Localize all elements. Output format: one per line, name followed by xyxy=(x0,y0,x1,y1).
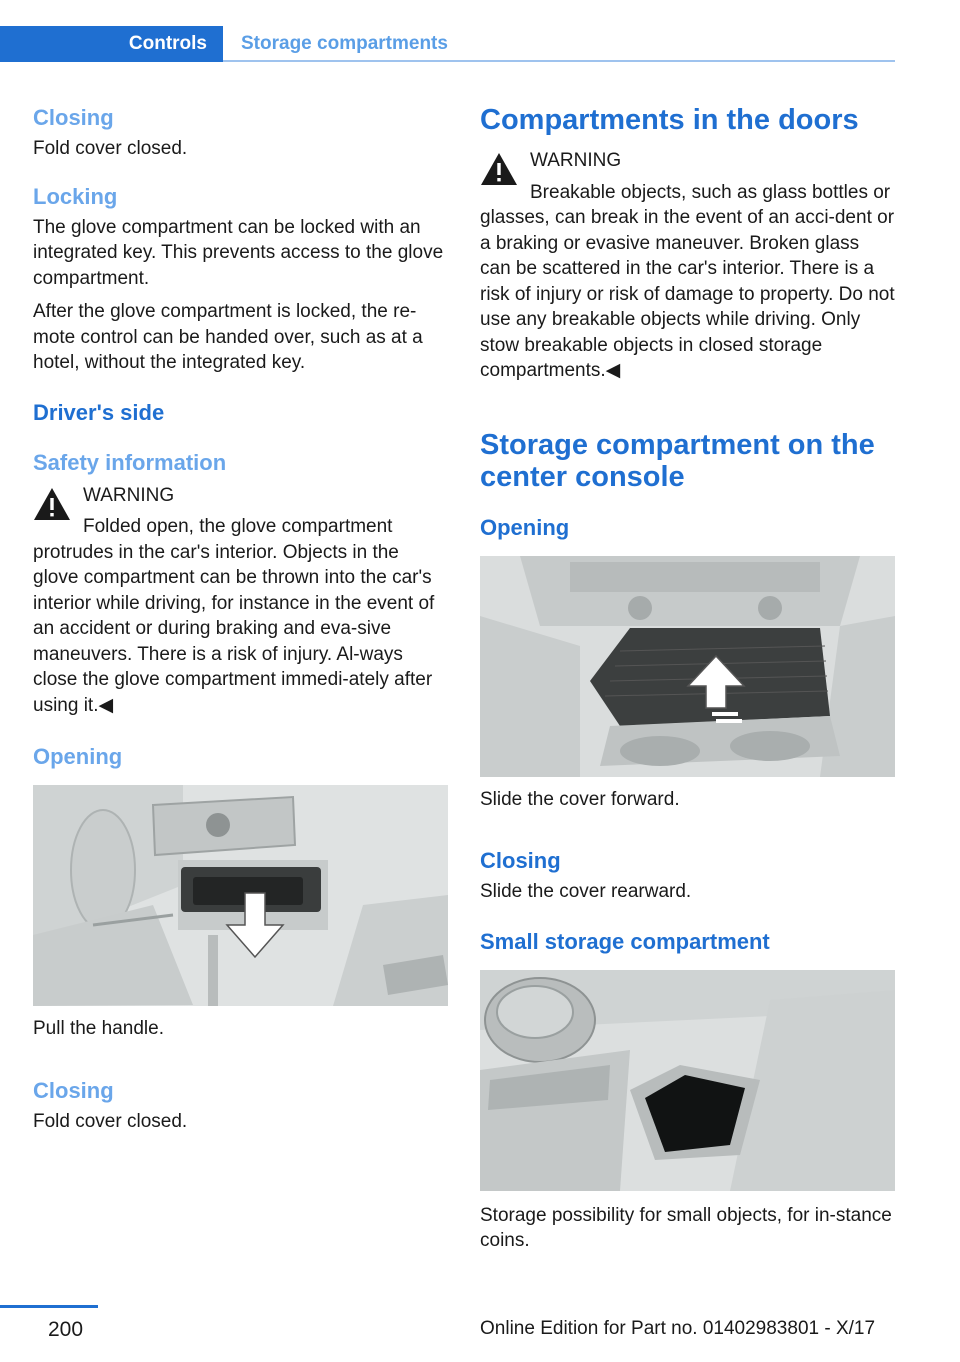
glove-compartment-illustration xyxy=(33,785,448,1006)
opening-heading: Opening xyxy=(33,744,123,769)
page-header xyxy=(0,26,895,62)
header-divider xyxy=(223,60,895,62)
center-console-illustration xyxy=(480,556,895,777)
subsection-title: Storage compartments xyxy=(241,33,448,54)
page-number: 200 xyxy=(48,1318,84,1341)
doors-heading: Compartments in the doors xyxy=(480,104,859,136)
opening-caption: Slide the cover forward. xyxy=(480,788,680,810)
small-compartment-caption: Storage possibility for small objects, for in‐stance coins. xyxy=(480,1204,892,1251)
closing-text: Slide the cover rearward. xyxy=(480,881,692,902)
edition-note: Online Edition for Part no. 01402983801 - X/17 xyxy=(480,1318,876,1339)
closing-heading-2: Closing xyxy=(33,1077,114,1103)
small-compartment-illustration xyxy=(480,970,895,1191)
locking-heading: Locking xyxy=(33,183,118,209)
warning-text: Breakable objects, such as glass bottles or glasses, can break in the event of an acci‐dent or a braking or evasive maneuver. Broken glass can be scattered in the car's interior. There is a risk of injury or risk of damage to property. Do not use any breakable objects while driving. Only stow breakable objects in closed storage compartments.◀ xyxy=(480,181,895,381)
center-console-heading: Storage compartment on the center console xyxy=(480,428,875,493)
safety-information-heading: Safety information xyxy=(33,449,227,475)
closing-heading: Closing xyxy=(480,848,561,873)
warning-triangle-icon xyxy=(480,152,518,186)
closing-text: Fold cover closed. xyxy=(33,138,188,159)
footer-accent-line xyxy=(0,1305,98,1308)
right-column xyxy=(480,100,895,1254)
warning-label: WARNING xyxy=(530,150,622,171)
closing-text-2: Fold cover closed. xyxy=(33,1110,188,1132)
opening-heading: Opening xyxy=(480,514,570,540)
locking-paragraph-1: The glove compartment can be locked with an integrated key. This prevents access to the glove compartment. xyxy=(33,216,444,289)
small-compartment-heading: Small storage compartment xyxy=(480,928,770,954)
locking-paragraph-2: After the glove compartment is locked, the re‐mote control can be handed over, such as at a hotel, without the integrated key. xyxy=(33,301,423,373)
drivers-side-heading: Driver's side xyxy=(33,399,165,425)
warning-label: WARNING xyxy=(83,484,175,506)
section-tab: Controls xyxy=(0,26,223,62)
warning-block xyxy=(33,483,448,719)
warning-text: Folded open, the glove compartment protrudes in the car's interior. Objects in the glove compartment can be thrown into the car's interior while driving, for instance in the event of an accident or during braking and eva‐sive maneuvers. There is a risk of injury. Al‐ways close the glove compartment immedi‐ately after using it.◀ xyxy=(33,516,435,716)
closing-heading: Closing xyxy=(33,105,114,130)
left-column xyxy=(33,100,448,1134)
opening-caption: Pull the handle. xyxy=(33,1018,164,1039)
doors-warning-block xyxy=(480,148,895,384)
warning-triangle-icon xyxy=(33,487,71,521)
